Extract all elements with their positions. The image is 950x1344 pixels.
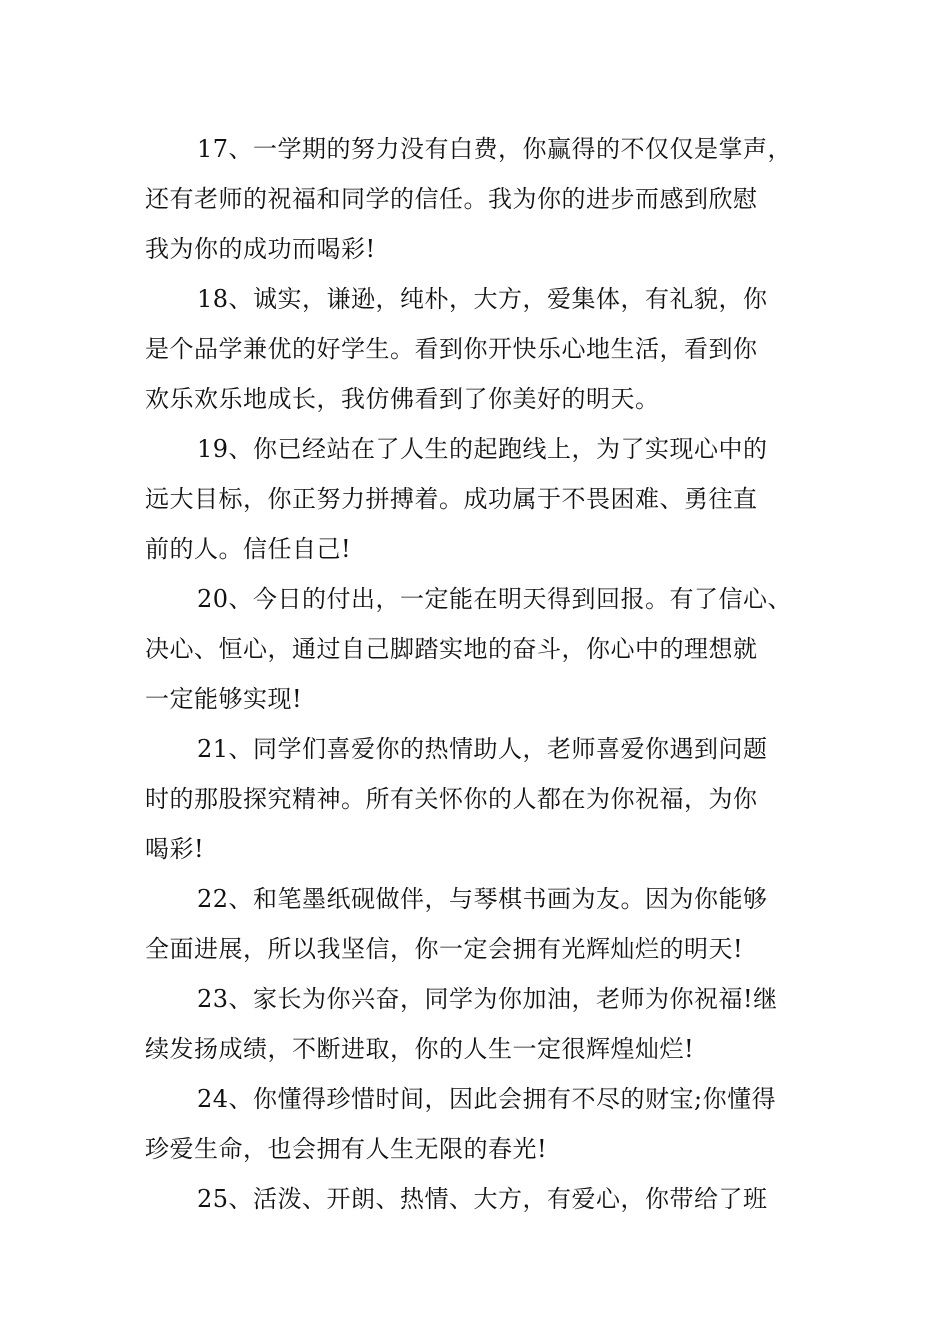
paragraph-21 bbox=[145, 724, 810, 874]
paragraph-17 bbox=[145, 124, 810, 274]
paragraph-line: 珍爱生命，也会拥有人生无限的春光! bbox=[145, 1135, 548, 1163]
paragraph-line: 24、你懂得珍惜时间，因此会拥有不尽的财宝;你懂得 bbox=[197, 1085, 777, 1113]
paragraph-line: 是个品学兼优的好学生。看到你开快乐心地生活，看到你 bbox=[145, 335, 758, 363]
paragraph-line: 17、一学期的努力没有白费，你赢得的不仅仅是掌声， bbox=[197, 135, 793, 163]
paragraph-18 bbox=[145, 274, 810, 424]
paragraph-line: 喝彩! bbox=[145, 835, 205, 863]
paragraph-line: 一定能够实现! bbox=[145, 685, 303, 713]
paragraph-line: 21、同学们喜爱你的热情助人，老师喜爱你遇到问题 bbox=[197, 735, 768, 763]
paragraph-line: 还有老师的祝福和同学的信任。我为你的进步而感到欣慰 bbox=[145, 185, 758, 213]
paragraph-22 bbox=[145, 874, 810, 974]
paragraph-line: 全面进展，所以我坚信，你一定会拥有光辉灿烂的明天! bbox=[145, 935, 744, 963]
paragraph-line: 18、诚实，谦逊，纯朴，大方，爱集体，有礼貌，你 bbox=[197, 285, 768, 313]
paragraph-20 bbox=[145, 574, 810, 724]
document-body bbox=[145, 124, 810, 1224]
paragraph-line: 25、活泼、开朗、热情、大方，有爱心，你带给了班 bbox=[197, 1185, 768, 1213]
paragraph-line: 续发扬成绩，不断进取，你的人生一定很辉煌灿烂! bbox=[145, 1035, 695, 1063]
paragraph-line: 前的人。信任自己! bbox=[145, 535, 352, 563]
paragraph-line: 远大目标，你正努力拼搏着。成功属于不畏困难、勇往直 bbox=[145, 485, 758, 513]
paragraph-line: 20、今日的付出，一定能在明天得到回报。有了信心、 bbox=[197, 585, 793, 613]
paragraph-24 bbox=[145, 1074, 810, 1174]
paragraph-23 bbox=[145, 974, 810, 1074]
paragraph-line: 22、和笔墨纸砚做伴，与琴棋书画为友。因为你能够 bbox=[197, 885, 768, 913]
paragraph-line: 欢乐欢乐地成长，我仿佛看到了你美好的明天。 bbox=[145, 385, 660, 413]
paragraph-line: 我为你的成功而喝彩! bbox=[145, 235, 376, 263]
paragraph-line: 23、家长为你兴奋，同学为你加油，老师为你祝福!继 bbox=[197, 985, 778, 1013]
paragraph-line: 时的那股探究精神。所有关怀你的人都在为你祝福，为你 bbox=[145, 785, 758, 813]
paragraph-line: 决心、恒心，通过自己脚踏实地的奋斗，你心中的理想就 bbox=[145, 635, 758, 663]
paragraph-19 bbox=[145, 424, 810, 574]
paragraph-line: 19、你已经站在了人生的起跑线上，为了实现心中的 bbox=[197, 435, 768, 463]
paragraph-25 bbox=[145, 1174, 810, 1224]
